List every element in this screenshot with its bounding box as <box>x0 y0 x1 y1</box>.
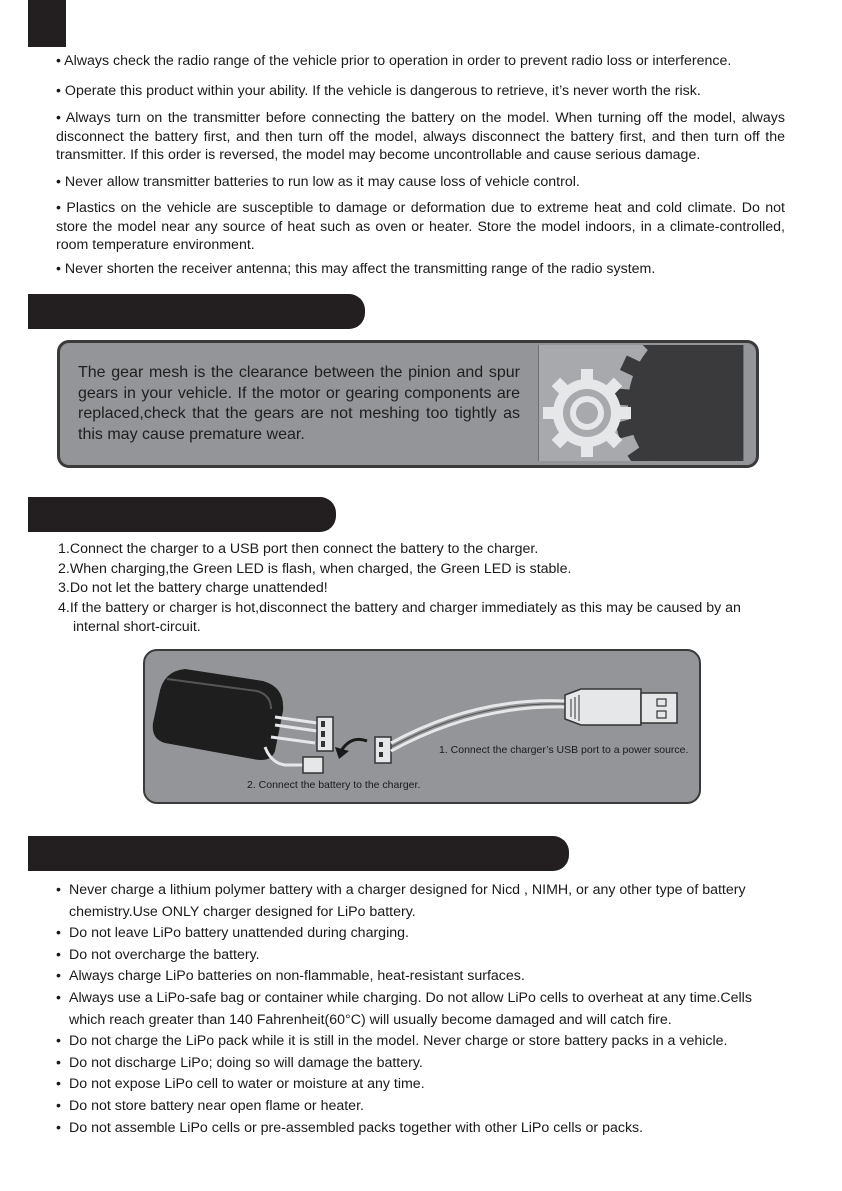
lipo-warning-item: • Do not expose LiPo cell to water or moisture at any time. <box>56 1074 791 1096</box>
lipo-warnings-list <box>56 880 791 1139</box>
charging-section-bar <box>28 497 336 532</box>
charging-step-text: 4.If the battery or charger is hot,disconnect the battery and charger immediately as this may be caused by an <box>58 599 741 616</box>
charging-step-text: 1.Connect the charger to a USB port then connect the battery to the charger. <box>58 541 539 557</box>
charging-steps <box>58 540 788 638</box>
lipo-warning-item: • Do not leave LiPo battery unattended during charging. <box>56 923 791 945</box>
gear-mesh-text: The gear mesh is the clearance between the pinion and spur gears in your vehicle. If the motor or gearing components are replaced,check that the gears are not meshing too tightly as this may cause premature wear. <box>78 364 520 443</box>
lipo-warning-item: • Always use a LiPo-safe bag or container while charging. Do not allow LiPo cells to overheat at any time.Cells which reach greater than 140 Fahrenheit(60°C) will usually become damaged and will catch fire. <box>56 988 791 1031</box>
lipo-warning-item: • Never charge a lithium polymer battery with a charger designed for Nicd , NIMH, or any other type of battery chemistry.Use ONLY charger designed for LiPo battery. <box>56 880 791 923</box>
charging-step <box>58 560 788 580</box>
lipo-warning-item: • Do not discharge LiPo; doing so will damage the battery. <box>56 1053 791 1075</box>
warning-transmitter-order: • Always turn on the transmitter before connecting the battery on the model. When turning off the model, always disconnect the battery first, and then turn off the model, always disconnect the battery first, and then turn off the transmitter. If this order is reversed, the model may become uncontrollable and cause serious damage. <box>56 110 785 164</box>
warning-plastics-heat: • Plastics on the vehicle are susceptible to damage or deformation due to extreme heat and cold climate. Do not store the model near any source of heat such as oven or heater. Store the model indoors, in a climate-controlled, room temperature environment. <box>56 200 785 254</box>
battery-charger-illustration <box>145 651 699 802</box>
usb-connect-label: 1. Connect the charger’s USB port to a power source. <box>439 744 689 756</box>
charging-step-text: 3.Do not let the battery charge unattended! <box>58 580 328 597</box>
warning-operate-ability: • Operate this product within your ability. If the vehicle is dangerous to retrieve, it’s never worth the risk. <box>56 83 701 99</box>
lipo-warning-item: • Do not assemble LiPo cells or pre-assembled packs together with other LiPo cells or packs. <box>56 1118 791 1140</box>
lipo-warning-item: • Do not charge the LiPo pack while it is still in the model. Never charge or store battery packs in a vehicle. <box>56 1031 791 1053</box>
lipo-warning-item: • Do not overcharge the battery. <box>56 945 791 967</box>
charging-diagram <box>143 649 701 804</box>
charging-step <box>58 599 788 638</box>
lipo-warning-item: • Always charge LiPo batteries on non-flammable, heat-resistant surfaces. <box>56 966 791 988</box>
gear-illustration <box>538 345 744 461</box>
charging-step-text: 2.When charging,the Green LED is flash, when charged, the Green LED is stable. <box>58 560 572 577</box>
gear-icon <box>539 345 743 461</box>
warning-radio-range: • Always check the radio range of the vehicle prior to operation in order to prevent radio loss or interference. <box>56 53 732 69</box>
gear-mesh-section-bar <box>28 294 365 329</box>
usb-plug-icon <box>565 689 677 725</box>
lipo-safety-section-bar <box>28 836 569 871</box>
warning-antenna: • Never shorten the receiver antenna; this may affect the transmitting range of the radio system. <box>56 261 656 277</box>
lipo-warning-item: • Do not store battery near open flame or heater. <box>56 1096 791 1118</box>
battery-connect-label: 2. Connect the battery to the charger. <box>247 779 421 791</box>
gear-mesh-callout <box>57 340 759 468</box>
charging-step <box>58 540 788 560</box>
lipo-battery-icon <box>153 669 283 760</box>
page-corner-tab <box>28 0 66 47</box>
charging-step <box>58 579 788 599</box>
charging-step-continuation: internal short-circuit. <box>73 619 201 636</box>
warning-transmitter-batteries: • Never allow transmitter batteries to run low as it may cause loss of vehicle control. <box>56 174 580 190</box>
